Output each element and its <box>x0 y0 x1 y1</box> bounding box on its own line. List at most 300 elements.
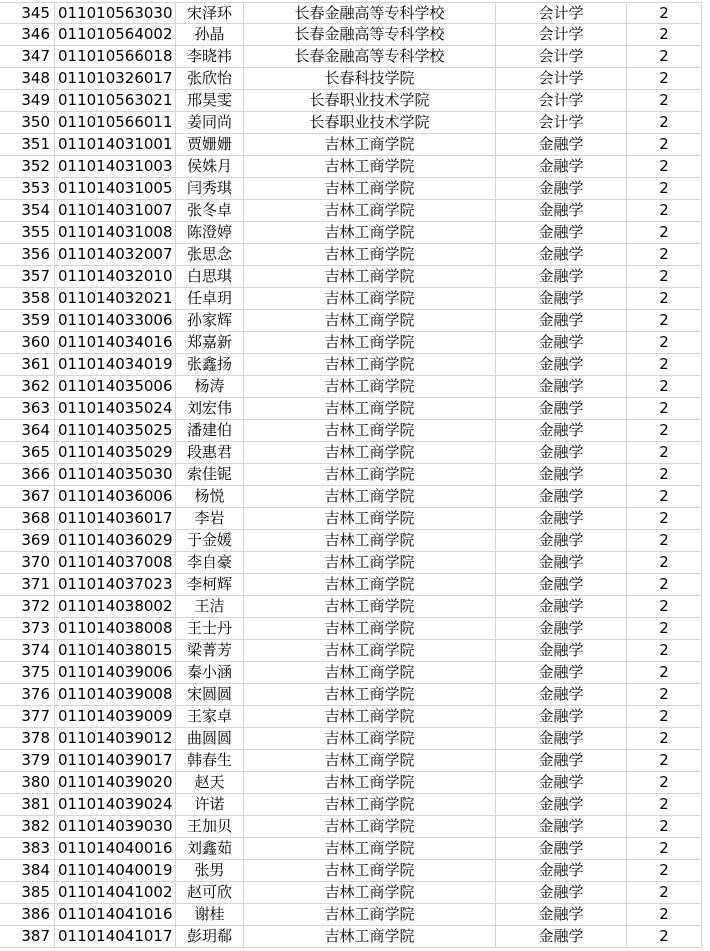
exam-id-cell[interactable]: 011014035006 <box>55 376 176 397</box>
major-cell[interactable]: 金融学 <box>496 508 627 529</box>
student-name-cell[interactable]: 侯姝月 <box>176 156 244 177</box>
exam-id-cell[interactable]: 011014035024 <box>55 398 176 419</box>
student-name-cell[interactable]: 王士丹 <box>176 618 244 639</box>
value-cell[interactable]: 2 <box>627 156 702 177</box>
major-cell[interactable]: 金融学 <box>496 288 627 309</box>
row-number-cell[interactable]: 347 <box>0 46 55 67</box>
major-cell[interactable]: 会计学 <box>496 90 627 111</box>
major-cell[interactable]: 金融学 <box>496 772 627 793</box>
exam-id-cell[interactable]: 011014039006 <box>55 662 176 683</box>
school-cell[interactable]: 吉林工商学院 <box>244 266 496 287</box>
value-cell[interactable]: 2 <box>627 178 702 199</box>
school-cell[interactable]: 吉林工商学院 <box>244 794 496 815</box>
value-cell[interactable]: 2 <box>627 398 702 419</box>
school-cell[interactable]: 吉林工商学院 <box>244 156 496 177</box>
table-row <box>0 728 702 750</box>
table-row <box>0 574 702 596</box>
row-number-cell[interactable]: 370 <box>0 552 55 573</box>
exam-id-cell[interactable]: 011014039008 <box>55 684 176 705</box>
value-cell[interactable]: 2 <box>627 134 702 155</box>
value-cell[interactable]: 2 <box>627 552 702 573</box>
major-cell[interactable]: 金融学 <box>496 200 627 221</box>
school-cell[interactable]: 吉林工商学院 <box>244 354 496 375</box>
table-row <box>0 750 702 772</box>
row-number-cell[interactable]: 346 <box>0 24 55 45</box>
exam-id-cell[interactable]: 011014039012 <box>55 728 176 749</box>
exam-id-cell[interactable]: 011014034019 <box>55 354 176 375</box>
student-name-cell[interactable]: 孙晶 <box>176 24 244 45</box>
student-name-cell[interactable]: 王家卓 <box>176 706 244 727</box>
value-cell[interactable]: 2 <box>627 596 702 617</box>
table-row <box>0 222 702 244</box>
major-cell[interactable]: 会计学 <box>496 112 627 133</box>
value-cell[interactable]: 2 <box>627 508 702 529</box>
school-cell[interactable]: 吉林工商学院 <box>244 552 496 573</box>
spreadsheet-grid <box>0 2 702 948</box>
row-number-cell[interactable]: 373 <box>0 618 55 639</box>
major-cell[interactable]: 会计学 <box>496 46 627 67</box>
row-number-cell[interactable]: 349 <box>0 90 55 111</box>
student-name-cell[interactable]: 于金媛 <box>176 530 244 551</box>
major-cell[interactable]: 金融学 <box>496 464 627 485</box>
exam-id-cell[interactable]: 011014031007 <box>55 200 176 221</box>
table-row <box>0 882 702 904</box>
table-row <box>0 596 702 618</box>
school-cell[interactable]: 吉林工商学院 <box>244 244 496 265</box>
student-name-cell[interactable]: 张欣怡 <box>176 68 244 89</box>
table-row <box>0 68 702 90</box>
value-cell[interactable]: 2 <box>627 112 702 133</box>
exam-id-cell[interactable]: 011014035030 <box>55 464 176 485</box>
school-cell[interactable]: 吉林工商学院 <box>244 772 496 793</box>
row-number-cell[interactable]: 360 <box>0 332 55 353</box>
major-cell[interactable]: 金融学 <box>496 376 627 397</box>
major-cell[interactable]: 金融学 <box>496 794 627 815</box>
school-cell[interactable]: 吉林工商学院 <box>244 376 496 397</box>
value-cell[interactable]: 2 <box>627 794 702 815</box>
student-name-cell[interactable]: 孙家辉 <box>176 310 244 331</box>
school-cell[interactable]: 吉林工商学院 <box>244 684 496 705</box>
major-cell[interactable]: 金融学 <box>496 530 627 551</box>
value-cell[interactable]: 2 <box>627 222 702 243</box>
major-cell[interactable]: 金融学 <box>496 266 627 287</box>
exam-id-cell[interactable]: 011014032010 <box>55 266 176 287</box>
school-cell[interactable]: 吉林工商学院 <box>244 442 496 463</box>
table-row <box>0 310 702 332</box>
exam-id-cell[interactable]: 011014035029 <box>55 442 176 463</box>
student-name-cell[interactable]: 彭玥郗 <box>176 926 244 947</box>
major-cell[interactable]: 金融学 <box>496 420 627 441</box>
row-number-cell[interactable]: 374 <box>0 640 55 661</box>
table-row <box>0 332 702 354</box>
row-number-cell[interactable]: 386 <box>0 904 55 925</box>
student-name-cell[interactable]: 曲圆圆 <box>176 728 244 749</box>
exam-id-cell[interactable]: 011014031003 <box>55 156 176 177</box>
major-cell[interactable]: 金融学 <box>496 442 627 463</box>
student-name-cell[interactable]: 索佳铌 <box>176 464 244 485</box>
school-cell[interactable]: 吉林工商学院 <box>244 464 496 485</box>
student-name-cell[interactable]: 杨涛 <box>176 376 244 397</box>
student-name-cell[interactable]: 王加贝 <box>176 816 244 837</box>
exam-id-cell[interactable]: 011010564002 <box>55 24 176 45</box>
value-cell[interactable]: 2 <box>627 640 702 661</box>
student-name-cell[interactable]: 邢昊雯 <box>176 90 244 111</box>
major-cell[interactable]: 金融学 <box>496 684 627 705</box>
table-row <box>0 552 702 574</box>
student-name-cell[interactable]: 张思念 <box>176 244 244 265</box>
exam-id-cell[interactable]: 011010566018 <box>55 46 176 67</box>
major-cell[interactable]: 金融学 <box>496 882 627 903</box>
row-number-cell[interactable]: 376 <box>0 684 55 705</box>
exam-id-cell[interactable]: 011014031008 <box>55 222 176 243</box>
major-cell[interactable]: 金融学 <box>496 398 627 419</box>
value-cell[interactable]: 2 <box>627 618 702 639</box>
school-cell[interactable]: 吉林工商学院 <box>244 596 496 617</box>
table-row <box>0 618 702 640</box>
value-cell[interactable]: 2 <box>627 24 702 45</box>
row-number-cell[interactable]: 368 <box>0 508 55 529</box>
student-name-cell[interactable]: 段惠君 <box>176 442 244 463</box>
major-cell[interactable]: 金融学 <box>496 134 627 155</box>
student-name-cell[interactable]: 刘宏伟 <box>176 398 244 419</box>
school-cell[interactable]: 长春金融高等专科学校 <box>244 3 496 24</box>
exam-id-cell[interactable]: 011014036017 <box>55 508 176 529</box>
school-cell[interactable]: 吉林工商学院 <box>244 574 496 595</box>
value-cell[interactable]: 2 <box>627 772 702 793</box>
school-cell[interactable]: 吉林工商学院 <box>244 926 496 947</box>
row-number-cell[interactable]: 359 <box>0 310 55 331</box>
row-number-cell[interactable]: 383 <box>0 838 55 859</box>
row-number-cell[interactable]: 364 <box>0 420 55 441</box>
major-cell[interactable]: 金融学 <box>496 838 627 859</box>
value-cell[interactable]: 2 <box>627 200 702 221</box>
value-cell[interactable]: 2 <box>627 750 702 771</box>
value-cell[interactable]: 2 <box>627 728 702 749</box>
major-cell[interactable]: 金融学 <box>496 750 627 771</box>
student-name-cell[interactable]: 郑嘉新 <box>176 332 244 353</box>
exam-id-cell[interactable]: 011014031005 <box>55 178 176 199</box>
row-number-cell[interactable]: 358 <box>0 288 55 309</box>
student-name-cell[interactable]: 刘鑫茹 <box>176 838 244 859</box>
table-row <box>0 46 702 68</box>
student-name-cell[interactable]: 陈澄婷 <box>176 222 244 243</box>
student-name-cell[interactable]: 宋泽环 <box>176 3 244 24</box>
major-cell[interactable]: 金融学 <box>496 596 627 617</box>
exam-id-cell[interactable]: 011014038008 <box>55 618 176 639</box>
table-row <box>0 904 702 926</box>
value-cell[interactable]: 2 <box>627 442 702 463</box>
school-cell[interactable]: 长春金融高等专科学校 <box>244 24 496 45</box>
row-number-cell[interactable]: 351 <box>0 134 55 155</box>
student-name-cell[interactable]: 张鑫扬 <box>176 354 244 375</box>
table-row <box>0 200 702 222</box>
row-number-cell[interactable]: 382 <box>0 816 55 837</box>
major-cell[interactable]: 金融学 <box>496 310 627 331</box>
school-cell[interactable]: 吉林工商学院 <box>244 882 496 903</box>
exam-id-cell[interactable]: 011010326017 <box>55 68 176 89</box>
row-number-cell[interactable]: 381 <box>0 794 55 815</box>
school-cell[interactable]: 吉林工商学院 <box>244 706 496 727</box>
table-row <box>0 90 702 112</box>
exam-id-cell[interactable]: 011014038015 <box>55 640 176 661</box>
value-cell[interactable]: 2 <box>627 244 702 265</box>
table-row <box>0 24 702 46</box>
row-number-cell[interactable]: 385 <box>0 882 55 903</box>
row-number-cell[interactable]: 380 <box>0 772 55 793</box>
school-cell[interactable]: 长春职业技术学院 <box>244 112 496 133</box>
student-name-cell[interactable]: 杨悦 <box>176 486 244 507</box>
table-row <box>0 178 702 200</box>
school-cell[interactable]: 吉林工商学院 <box>244 486 496 507</box>
exam-id-cell[interactable]: 011014039024 <box>55 794 176 815</box>
table-row <box>0 860 702 882</box>
value-cell[interactable]: 2 <box>627 464 702 485</box>
value-cell[interactable]: 2 <box>627 310 702 331</box>
major-cell[interactable]: 金融学 <box>496 486 627 507</box>
value-cell[interactable]: 2 <box>627 904 702 925</box>
major-cell[interactable]: 会计学 <box>496 3 627 24</box>
school-cell[interactable]: 吉林工商学院 <box>244 420 496 441</box>
table-row <box>0 134 702 156</box>
student-name-cell[interactable]: 梁菁芳 <box>176 640 244 661</box>
value-cell[interactable]: 2 <box>627 288 702 309</box>
student-name-cell[interactable]: 王洁 <box>176 596 244 617</box>
table-row <box>0 354 702 376</box>
student-name-cell[interactable]: 潘建伯 <box>176 420 244 441</box>
exam-id-cell[interactable]: 011014034016 <box>55 332 176 353</box>
row-number-cell[interactable]: 371 <box>0 574 55 595</box>
value-cell[interactable]: 2 <box>627 816 702 837</box>
table-row <box>0 288 702 310</box>
exam-id-cell[interactable]: 011014037008 <box>55 552 176 573</box>
major-cell[interactable]: 金融学 <box>496 706 627 727</box>
exam-id-cell[interactable]: 011010563030 <box>55 3 176 24</box>
school-cell[interactable]: 吉林工商学院 <box>244 332 496 353</box>
table-row <box>0 508 702 530</box>
school-cell[interactable]: 吉林工商学院 <box>244 178 496 199</box>
major-cell[interactable]: 金融学 <box>496 156 627 177</box>
school-cell[interactable]: 吉林工商学院 <box>244 288 496 309</box>
row-number-cell[interactable]: 354 <box>0 200 55 221</box>
exam-id-cell[interactable]: 011014036029 <box>55 530 176 551</box>
school-cell[interactable]: 吉林工商学院 <box>244 750 496 771</box>
major-cell[interactable]: 金融学 <box>496 816 627 837</box>
student-name-cell[interactable]: 李柯辉 <box>176 574 244 595</box>
school-cell[interactable]: 吉林工商学院 <box>244 640 496 661</box>
table-row <box>0 420 702 442</box>
major-cell[interactable]: 金融学 <box>496 926 627 947</box>
major-cell[interactable]: 会计学 <box>496 24 627 45</box>
row-number-cell[interactable]: 362 <box>0 376 55 397</box>
student-name-cell[interactable]: 张冬卓 <box>176 200 244 221</box>
table-row <box>0 266 702 288</box>
major-cell[interactable]: 金融学 <box>496 860 627 881</box>
table-row <box>0 442 702 464</box>
value-cell[interactable]: 2 <box>627 90 702 111</box>
row-number-cell[interactable]: 372 <box>0 596 55 617</box>
school-cell[interactable]: 吉林工商学院 <box>244 838 496 859</box>
row-number-cell[interactable]: 366 <box>0 464 55 485</box>
exam-id-cell[interactable]: 011014039030 <box>55 816 176 837</box>
student-name-cell[interactable]: 张男 <box>176 860 244 881</box>
exam-id-cell[interactable]: 011014032021 <box>55 288 176 309</box>
value-cell[interactable]: 2 <box>627 332 702 353</box>
school-cell[interactable]: 长春科技学院 <box>244 68 496 89</box>
student-name-cell[interactable]: 闫秀琪 <box>176 178 244 199</box>
table-row <box>0 706 702 728</box>
major-cell[interactable]: 会计学 <box>496 68 627 89</box>
value-cell[interactable]: 2 <box>627 574 702 595</box>
row-number-cell[interactable]: 365 <box>0 442 55 463</box>
table-row <box>0 2 702 24</box>
exam-id-cell[interactable]: 011014032007 <box>55 244 176 265</box>
value-cell[interactable]: 2 <box>627 46 702 67</box>
value-cell[interactable]: 2 <box>627 926 702 947</box>
major-cell[interactable]: 金融学 <box>496 354 627 375</box>
major-cell[interactable]: 金融学 <box>496 332 627 353</box>
exam-id-cell[interactable]: 011014031001 <box>55 134 176 155</box>
table-row <box>0 530 702 552</box>
student-name-cell[interactable]: 李自豪 <box>176 552 244 573</box>
value-cell[interactable]: 2 <box>627 486 702 507</box>
student-name-cell[interactable]: 宋圆圆 <box>176 684 244 705</box>
row-number-cell[interactable]: 378 <box>0 728 55 749</box>
row-number-cell[interactable]: 377 <box>0 706 55 727</box>
exam-id-cell[interactable]: 011014036006 <box>55 486 176 507</box>
school-cell[interactable]: 吉林工商学院 <box>244 508 496 529</box>
value-cell[interactable]: 2 <box>627 860 702 881</box>
student-name-cell[interactable]: 姜同尚 <box>176 112 244 133</box>
row-number-cell[interactable]: 369 <box>0 530 55 551</box>
exam-id-cell[interactable]: 011014039017 <box>55 750 176 771</box>
row-number-cell[interactable]: 367 <box>0 486 55 507</box>
school-cell[interactable]: 吉林工商学院 <box>244 200 496 221</box>
row-number-cell[interactable]: 355 <box>0 222 55 243</box>
student-name-cell[interactable]: 赵天 <box>176 772 244 793</box>
value-cell[interactable]: 2 <box>627 376 702 397</box>
exam-id-cell[interactable]: 011014041017 <box>55 926 176 947</box>
student-name-cell[interactable]: 任卓玥 <box>176 288 244 309</box>
school-cell[interactable]: 吉林工商学院 <box>244 222 496 243</box>
exam-id-cell[interactable]: 011014040016 <box>55 838 176 859</box>
student-name-cell[interactable]: 李岩 <box>176 508 244 529</box>
value-cell[interactable]: 2 <box>627 420 702 441</box>
row-number-cell[interactable]: 375 <box>0 662 55 683</box>
table-row <box>0 640 702 662</box>
table-row <box>0 772 702 794</box>
value-cell[interactable]: 2 <box>627 882 702 903</box>
exam-id-cell[interactable]: 011014033006 <box>55 310 176 331</box>
major-cell[interactable]: 金融学 <box>496 618 627 639</box>
major-cell[interactable]: 金融学 <box>496 640 627 661</box>
value-cell[interactable]: 2 <box>627 706 702 727</box>
table-row <box>0 376 702 398</box>
school-cell[interactable]: 吉林工商学院 <box>244 860 496 881</box>
table-row <box>0 662 702 684</box>
student-name-cell[interactable]: 许诺 <box>176 794 244 815</box>
school-cell[interactable]: 吉林工商学院 <box>244 134 496 155</box>
table-row <box>0 684 702 706</box>
school-cell[interactable]: 吉林工商学院 <box>244 728 496 749</box>
row-number-cell[interactable]: 384 <box>0 860 55 881</box>
row-number-cell[interactable]: 363 <box>0 398 55 419</box>
row-number-cell[interactable]: 357 <box>0 266 55 287</box>
value-cell[interactable]: 2 <box>627 530 702 551</box>
table-row <box>0 486 702 508</box>
major-cell[interactable]: 金融学 <box>496 178 627 199</box>
table-row <box>0 156 702 178</box>
student-name-cell[interactable]: 韩春生 <box>176 750 244 771</box>
exam-id-cell[interactable]: 011014040019 <box>55 860 176 881</box>
row-number-cell[interactable]: 348 <box>0 68 55 89</box>
major-cell[interactable]: 金融学 <box>496 552 627 573</box>
value-cell[interactable]: 2 <box>627 838 702 859</box>
exam-id-cell[interactable]: 011014037023 <box>55 574 176 595</box>
major-cell[interactable]: 金融学 <box>496 222 627 243</box>
value-cell[interactable]: 2 <box>627 266 702 287</box>
table-row <box>0 816 702 838</box>
school-cell[interactable]: 吉林工商学院 <box>244 530 496 551</box>
row-number-cell[interactable]: 345 <box>0 3 55 24</box>
row-number-cell[interactable]: 352 <box>0 156 55 177</box>
exam-id-cell[interactable]: 011010563021 <box>55 90 176 111</box>
student-name-cell[interactable]: 秦小涵 <box>176 662 244 683</box>
major-cell[interactable]: 金融学 <box>496 574 627 595</box>
major-cell[interactable]: 金融学 <box>496 728 627 749</box>
student-name-cell[interactable]: 谢桂 <box>176 904 244 925</box>
school-cell[interactable]: 吉林工商学院 <box>244 816 496 837</box>
value-cell[interactable]: 2 <box>627 3 702 24</box>
school-cell[interactable]: 长春职业技术学院 <box>244 90 496 111</box>
exam-id-cell[interactable]: 011014039020 <box>55 772 176 793</box>
value-cell[interactable]: 2 <box>627 68 702 89</box>
exam-id-cell[interactable]: 011014041002 <box>55 882 176 903</box>
student-name-cell[interactable]: 李晓祎 <box>176 46 244 67</box>
school-cell[interactable]: 长春金融高等专科学校 <box>244 46 496 67</box>
school-cell[interactable]: 吉林工商学院 <box>244 310 496 331</box>
value-cell[interactable]: 2 <box>627 354 702 375</box>
table-row <box>0 244 702 266</box>
table-row <box>0 464 702 486</box>
school-cell[interactable]: 吉林工商学院 <box>244 618 496 639</box>
exam-id-cell[interactable]: 011014035025 <box>55 420 176 441</box>
exam-id-cell[interactable]: 011014039009 <box>55 706 176 727</box>
exam-id-cell[interactable]: 011010566011 <box>55 112 176 133</box>
exam-id-cell[interactable]: 011014038002 <box>55 596 176 617</box>
row-number-cell[interactable]: 350 <box>0 112 55 133</box>
table-row <box>0 112 702 134</box>
table-row <box>0 838 702 860</box>
row-number-cell[interactable]: 361 <box>0 354 55 375</box>
row-number-cell[interactable]: 353 <box>0 178 55 199</box>
row-number-cell[interactable]: 387 <box>0 926 55 947</box>
major-cell[interactable]: 金融学 <box>496 662 627 683</box>
school-cell[interactable]: 吉林工商学院 <box>244 398 496 419</box>
major-cell[interactable]: 金融学 <box>496 904 627 925</box>
major-cell[interactable]: 金融学 <box>496 244 627 265</box>
school-cell[interactable]: 吉林工商学院 <box>244 904 496 925</box>
table-row <box>0 794 702 816</box>
exam-id-cell[interactable]: 011014041016 <box>55 904 176 925</box>
value-cell[interactable]: 2 <box>627 684 702 705</box>
row-number-cell[interactable]: 356 <box>0 244 55 265</box>
student-name-cell[interactable]: 赵可欣 <box>176 882 244 903</box>
school-cell[interactable]: 吉林工商学院 <box>244 662 496 683</box>
student-name-cell[interactable]: 贾姗姗 <box>176 134 244 155</box>
value-cell[interactable]: 2 <box>627 662 702 683</box>
row-number-cell[interactable]: 379 <box>0 750 55 771</box>
student-name-cell[interactable]: 白思琪 <box>176 266 244 287</box>
